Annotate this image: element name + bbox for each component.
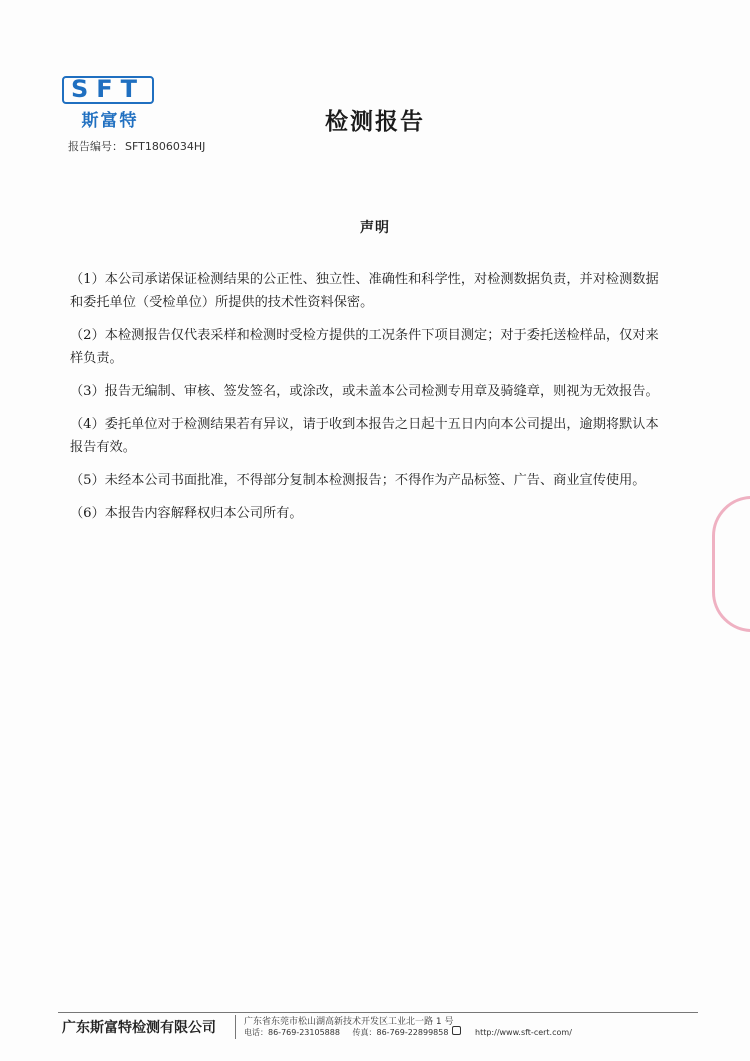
report-number [66,138,205,154]
footer-company-name: 广东斯富特检测有限公司 [62,1020,216,1036]
footer-contact [244,1027,582,1038]
report-title: 检测报告 [325,109,425,135]
declaration-item: （3）报告无编制、审核、签发签名，或涂改，或未盖本公司检测专用章及骑缝章，则视为无效报告。 [70,384,659,399]
declaration-item: （2）本检测报告仅代表采样和检测时受检方提供的工况条件下项目测定；对于委托送检样品，仅对来样负责。 [70,328,659,366]
footer-website[interactable]: http://www.sft-cert.com/ [475,1028,572,1037]
declaration-title: 声明 [360,220,390,236]
footer-address: 广东省东莞市松山湖高新技术开发区工业北一路 1 号 [244,1017,454,1027]
web-icon [452,1026,461,1035]
report-number-value: SFT1806034HJ [125,140,206,153]
footer-fax: 传真：86-769-22899858 [352,1028,449,1037]
logo-mark-text: SFT [70,75,146,103]
declaration-item: （1）本公司承诺保证检测结果的公正性、独立性、准确性和科学性，对检测数据负责，并对检测数据和委托单位（受检单位）所提供的技术性资料保密。 [70,272,659,310]
declaration-item: （6）本报告内容解释权归本公司所有。 [70,506,303,521]
declaration-item: （4）委托单位对于检测结果若有异议，请于收到本报告之日起十五日内向本公司提出，逾期将默认本报告有效。 [70,417,659,455]
declaration-list [70,268,670,535]
footer-separator [235,1015,236,1039]
declaration-item: （5）未经本公司书面批准，不得部分复制本检测报告；不得作为产品标签、广告、商业宣传使用。 [70,473,646,488]
logo-cn-text: 斯富特 [81,111,139,131]
seal-stamp-fragment [712,496,750,632]
footer-tel: 电话：86-769-23105888 [244,1028,340,1037]
footer-divider [58,1012,698,1013]
report-number-label: 报告编号： [68,140,123,153]
